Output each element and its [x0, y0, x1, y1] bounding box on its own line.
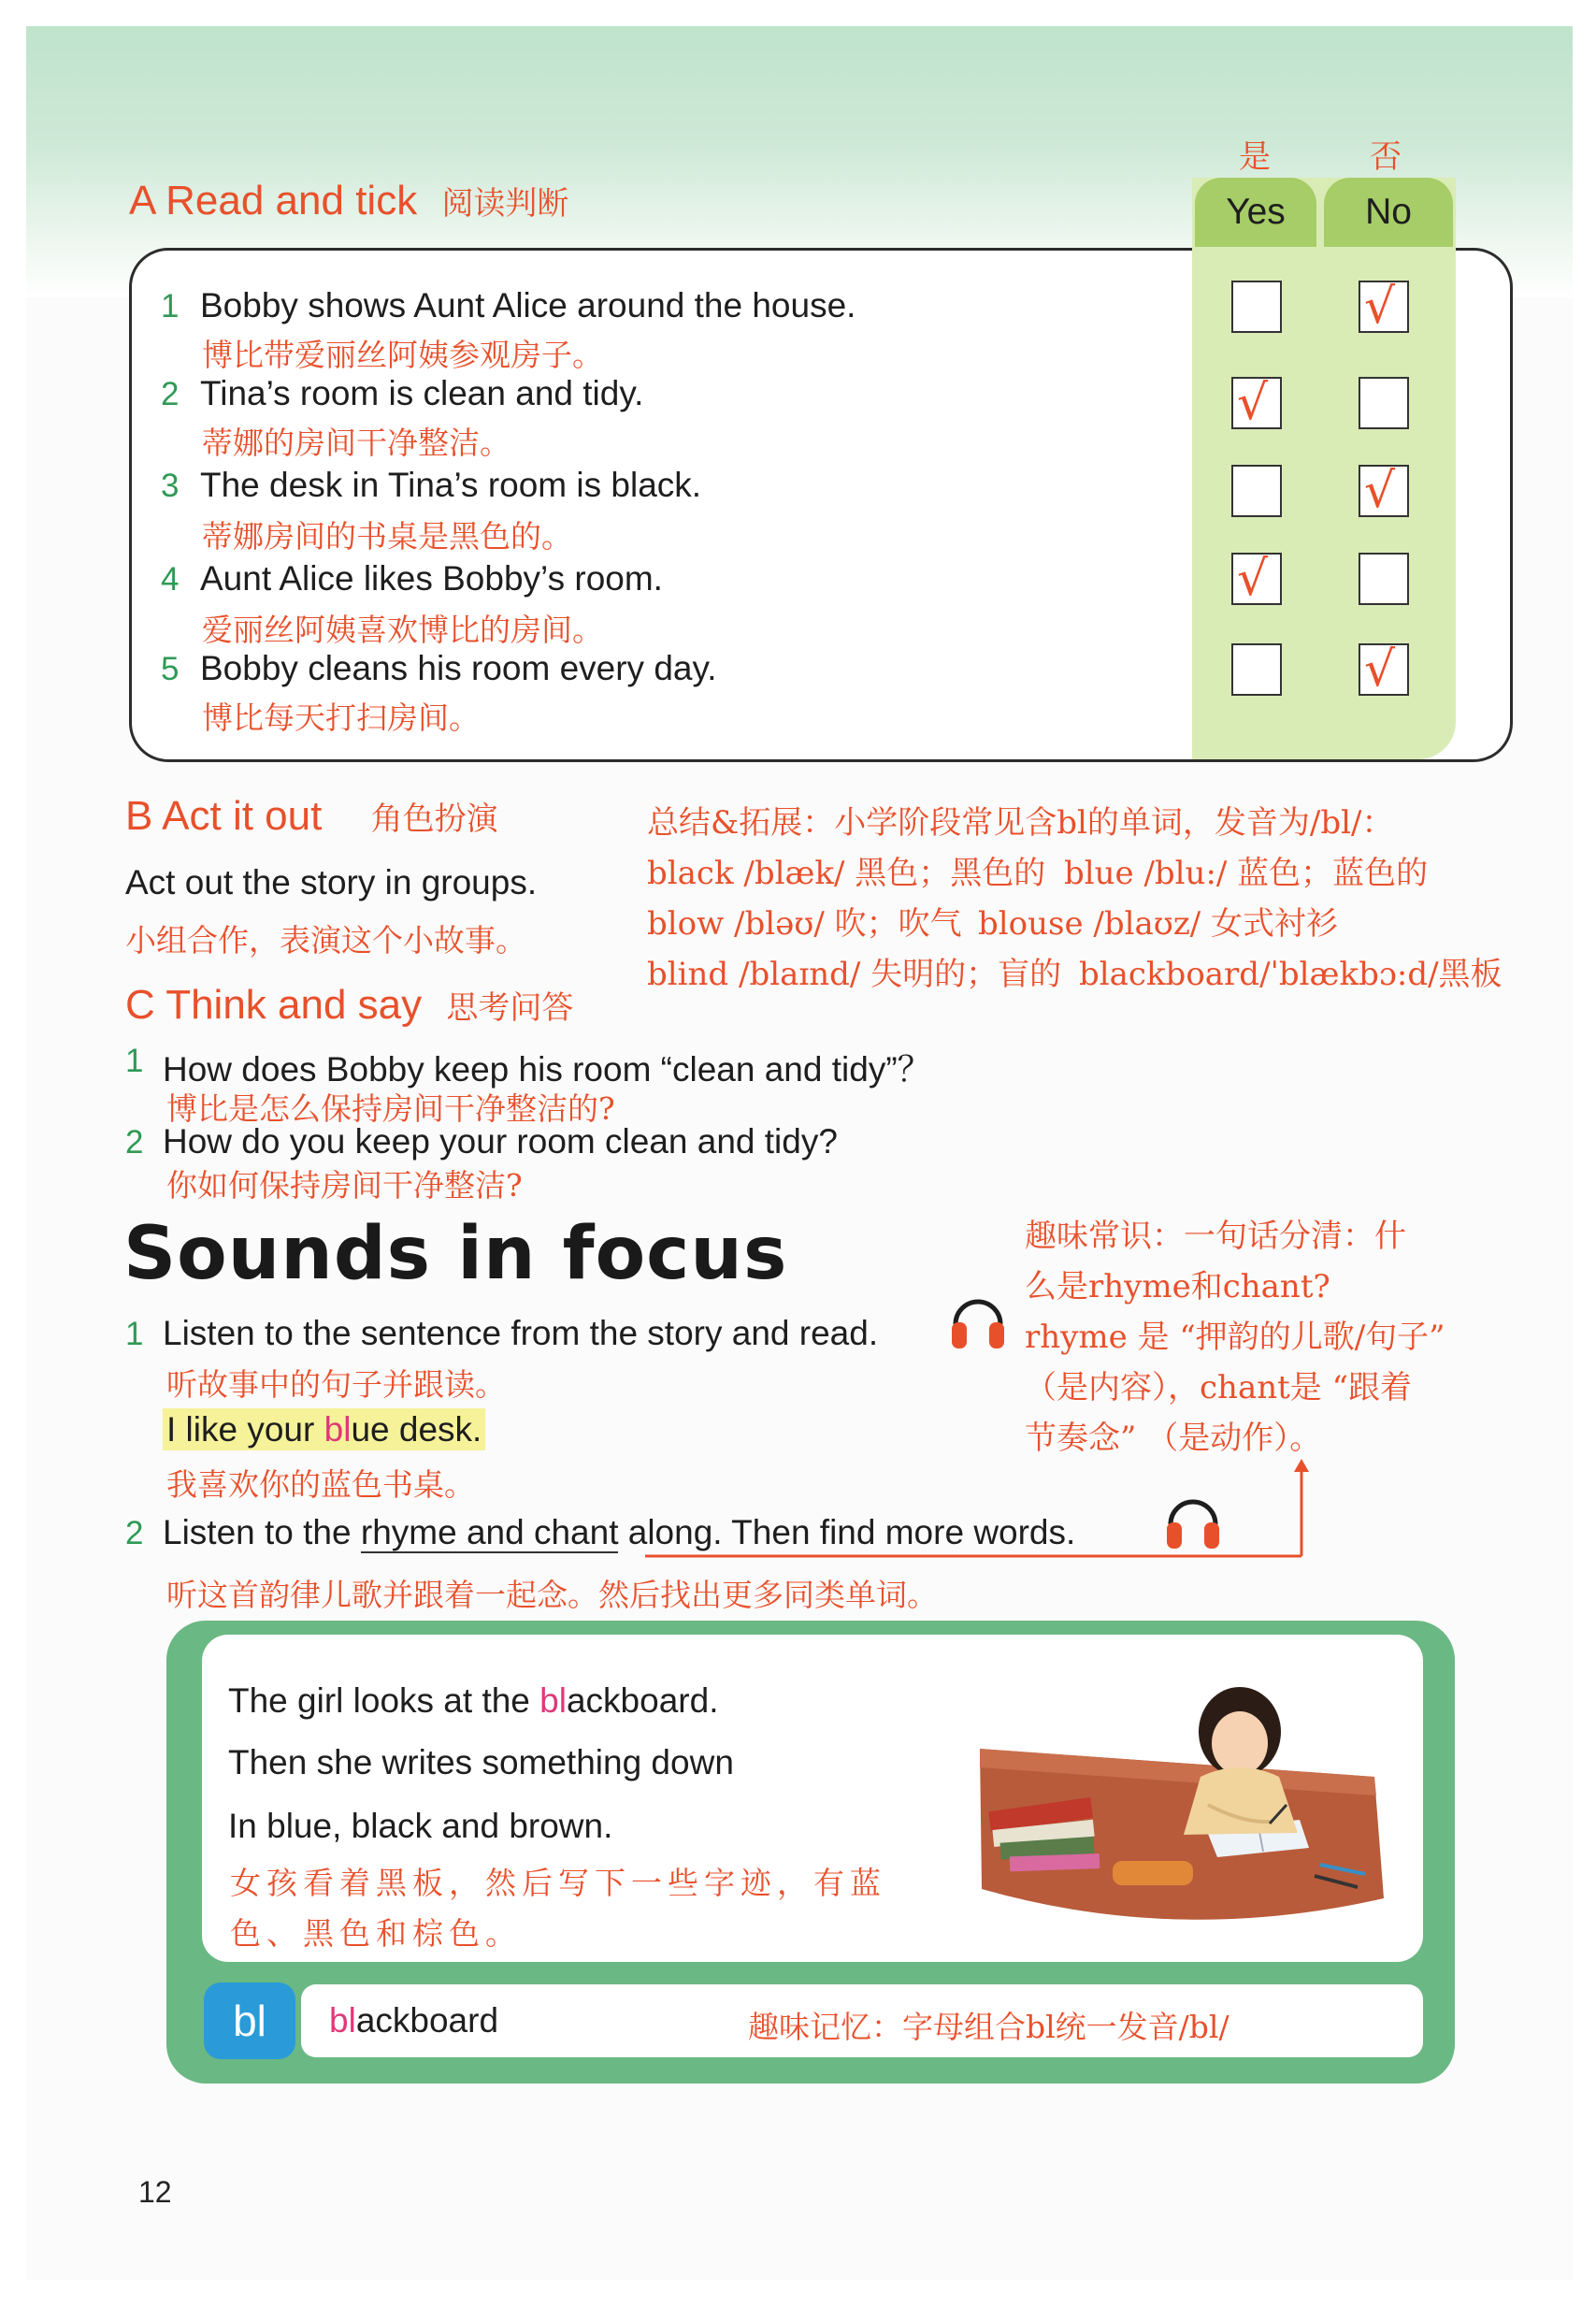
- yes-column-header: Yes: [1195, 178, 1316, 247]
- no-checkbox-1[interactable]: [1359, 281, 1409, 333]
- section-a-title: A Read and tick: [129, 178, 418, 223]
- no-column-header: No: [1324, 178, 1453, 247]
- statement-zh: 博比带爱丽丝阿姨参观房子。: [202, 337, 603, 373]
- listen-item-number: 1: [125, 1316, 144, 1352]
- instruction-part: along. Then find more words.: [618, 1513, 1076, 1551]
- no-checkbox-3[interactable]: [1359, 465, 1409, 517]
- memory-tip: 趣味记忆：字母组合bl统一发音/bl/: [748, 2009, 1229, 2045]
- rhyme-translation: 色、黑色和棕色。: [230, 1915, 522, 1952]
- fun-fact-note: 么是rhyme和chant?: [1025, 1268, 1330, 1305]
- check-mark-icon: √: [1364, 642, 1396, 698]
- statement-zh: 博比每天打扫房间。: [202, 699, 480, 736]
- item-number: 3: [161, 468, 180, 504]
- no-checkbox-4[interactable]: [1359, 553, 1409, 605]
- question-zh: 博比是怎么保持房间干净整洁的?: [166, 1090, 615, 1127]
- section-b-title: B Act it out: [125, 793, 323, 839]
- item-number: 1: [161, 288, 180, 324]
- target-sentence: [163, 1410, 485, 1449]
- instruction-part: Listen to the: [163, 1513, 361, 1551]
- statement-zh: 爱丽丝阿姨喜欢博比的房间。: [202, 612, 603, 648]
- page-number: 12: [138, 2175, 172, 2209]
- summary-word: blouse /blaʊz/ 女式衬衫: [978, 905, 1339, 943]
- rhyme-text: The girl looks at the: [228, 1681, 540, 1720]
- question-number: 1: [125, 1043, 144, 1079]
- check-mark-icon: √: [1364, 279, 1396, 335]
- rhyme-translation: 女孩看着黑板，然后写下一些字迹，有蓝: [230, 1865, 886, 1901]
- fun-fact-note: 节奏念” （是动作）。: [1025, 1420, 1322, 1457]
- check-mark-icon: √: [1237, 551, 1269, 607]
- statement-en: Bobby cleans his room every day.: [200, 649, 717, 687]
- act-out-instruction-zh: 小组合作，表演这个小故事。: [125, 922, 526, 959]
- yes-checkbox-1[interactable]: [1231, 281, 1282, 333]
- bl-highlight: bl: [324, 1410, 352, 1449]
- no-header-zh: 否: [1370, 138, 1402, 176]
- statement-zh: 蒂娜的房间干净整洁。: [202, 425, 510, 461]
- summary-line: 总结&拓展：小学阶段常见含bl的单词，发音为/bl/：: [647, 804, 1394, 842]
- item-number: 2: [161, 376, 180, 412]
- section-b-heading: [125, 793, 498, 840]
- summary-word: blow /bləʊ/ 吹；吹气: [647, 905, 962, 943]
- yes-checkbox-3[interactable]: [1231, 465, 1282, 517]
- bl-highlight: bl: [329, 2001, 356, 2040]
- sentence-part: ue desk.: [351, 1410, 482, 1449]
- chant-item-number: 2: [125, 1515, 144, 1551]
- item-number: 4: [161, 561, 180, 598]
- summary-word: blind /blaɪnd/ 失明的；盲的: [647, 956, 1062, 993]
- chant-instruction-zh: 听这首韵律儿歌并跟着一起念。然后找出更多同类单词。: [166, 1577, 938, 1613]
- statement-en: Aunt Alice likes Bobby’s room.: [200, 559, 663, 598]
- fun-fact-note: 趣味常识：一句话分清：什: [1025, 1218, 1406, 1255]
- item-number: 5: [161, 651, 180, 687]
- sentence-part: I like your: [166, 1410, 324, 1449]
- section-c-heading: [125, 982, 573, 1029]
- target-sentence-zh: 我喜欢你的蓝色书桌。: [166, 1466, 475, 1503]
- statement-en: Tina’s room is clean and tidy.: [200, 374, 644, 412]
- statement-en: Bobby shows Aunt Alice around the house.: [200, 286, 856, 324]
- section-a-title-zh: 阅读判断: [441, 185, 569, 223]
- section-b-title-zh: 角色扮演: [370, 800, 498, 838]
- yes-checkbox-2[interactable]: [1231, 377, 1282, 429]
- act-out-instruction: Act out the story in groups.: [125, 863, 538, 901]
- section-c-title-zh: 思考问答: [446, 989, 574, 1027]
- question-zh: 你如何保持房间干净整洁?: [166, 1167, 523, 1204]
- statement-en: The desk in Tina’s room is black.: [200, 466, 702, 504]
- girl-writing-illustration: [972, 1665, 1384, 1945]
- fun-fact-note: rhyme 是 “押韵的儿歌/句子”: [1025, 1319, 1445, 1356]
- question-number: 2: [125, 1124, 144, 1161]
- fun-fact-note: （是内容），chant是 “跟着: [1025, 1369, 1412, 1406]
- yes-checkbox-4[interactable]: [1231, 553, 1282, 605]
- no-checkbox-2[interactable]: [1359, 377, 1409, 429]
- no-checkbox-5[interactable]: [1359, 643, 1409, 696]
- example-word-rest: ackboard: [355, 2001, 499, 2040]
- listen-instruction: Listen to the sentence from the story and read.: [163, 1314, 879, 1352]
- yes-header-zh: 是: [1239, 138, 1271, 176]
- rhyme-line-2: Then she writes something down: [228, 1743, 734, 1781]
- listen-instruction-zh: 听故事中的句子并跟读。: [166, 1366, 506, 1403]
- summary-word: blue /blu:/ 蓝色；蓝色的: [1064, 855, 1429, 892]
- rhyme-line-3: In blue, black and brown.: [228, 1807, 613, 1845]
- rhyme-line-1: [228, 1681, 718, 1721]
- check-mark-icon: √: [1237, 375, 1269, 431]
- question-en: How do you keep your room clean and tidy?: [163, 1122, 838, 1161]
- sounds-in-focus-title: Sounds in focus: [123, 1212, 788, 1296]
- check-mark-icon: √: [1364, 463, 1396, 519]
- example-word: [329, 2001, 498, 2040]
- section-a-heading: [129, 178, 568, 224]
- statement-zh: 蒂娜房间的书桌是黑色的。: [202, 518, 572, 555]
- headphones-icon[interactable]: [948, 1287, 1008, 1352]
- summary-word: blackboard/ˈblækbɔ:d/黑板: [1079, 956, 1503, 993]
- summary-word: black /blæk/ 黑色；黑色的: [647, 855, 1046, 892]
- question-en: How does Bobby keep his room “clean and tidy”？: [163, 1050, 932, 1089]
- bl-highlight: bl: [539, 1681, 567, 1720]
- rhyme-and-chant-term: rhyme and chant: [360, 1513, 619, 1551]
- section-c-title: C Think and say: [125, 982, 423, 1028]
- yes-checkbox-5[interactable]: [1231, 643, 1282, 696]
- annotation-arrow: [645, 1459, 1309, 1562]
- rhyme-text: ackboard.: [566, 1681, 719, 1720]
- bl-sound-tag: bl: [204, 1983, 295, 2059]
